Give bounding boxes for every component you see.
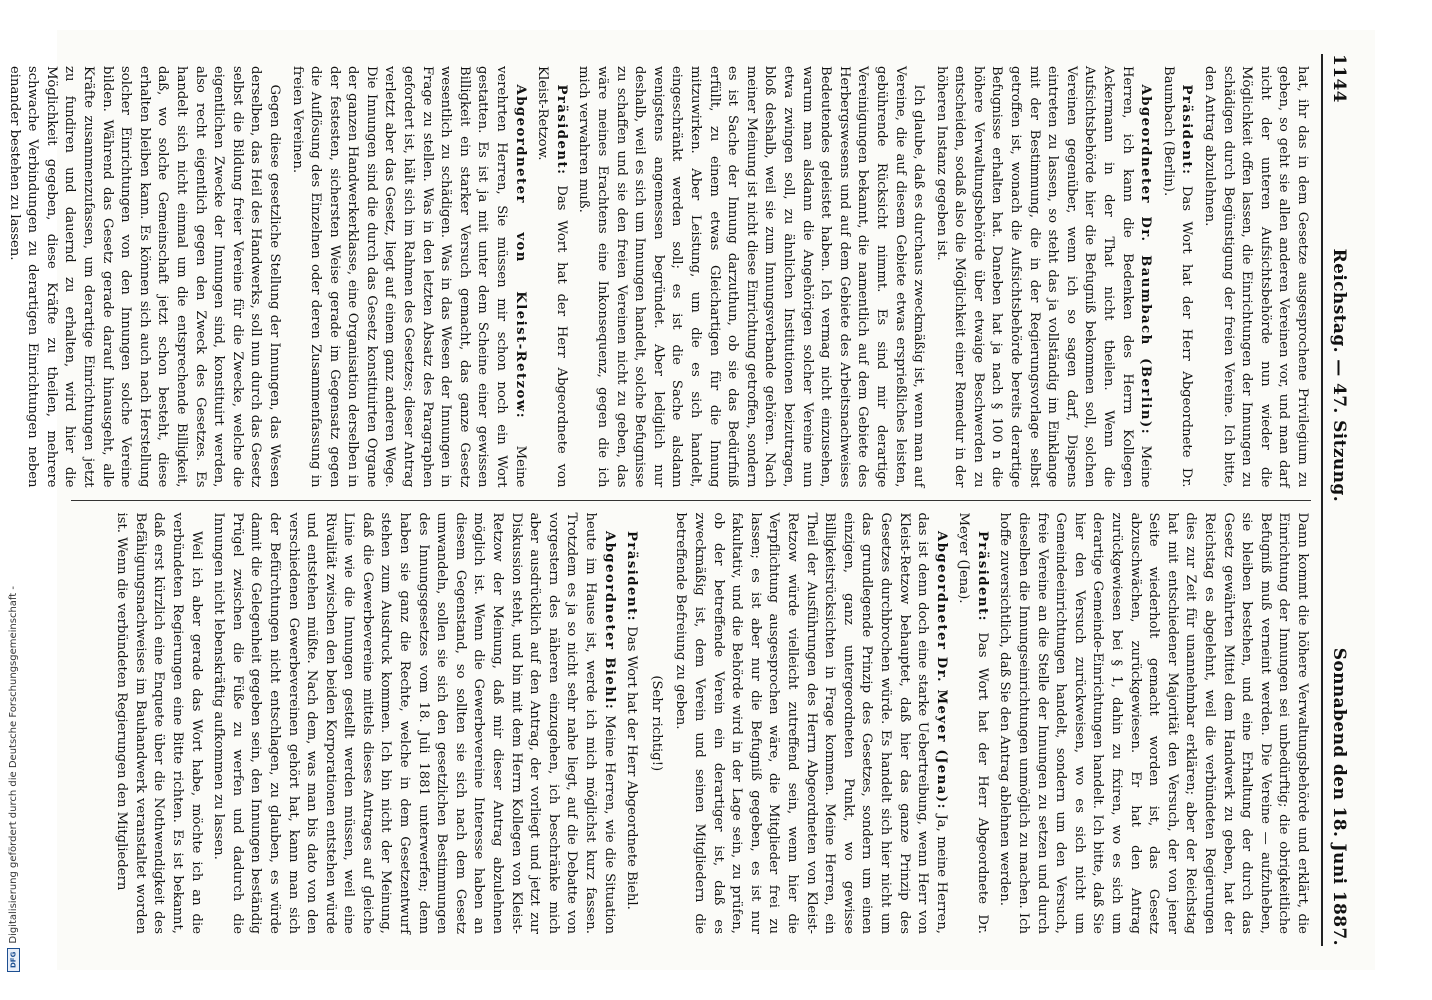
session-date: Sonnabend den 18. Juni 1887.	[1329, 647, 1349, 946]
speaker-name: Abgeordneter von Kleist-Retzow:	[512, 84, 528, 420]
page-number: 1144	[1329, 54, 1349, 103]
watermark-text: Digitalisierung gefördert durch die Deutsche Forschungsgemeinschaft -	[7, 586, 19, 944]
paragraph	[671, 513, 950, 935]
speech-text: Das Wort hat der Herr Abgeordnete Dr. Meyer (Jena).	[956, 512, 990, 934]
column-right	[71, 500, 1311, 947]
speech-text: Ja, meine Herren, das ist denn doch eine starke Uebertreibung, wenn Herr von Kleist-Retzow behauptet, daß hier das ganze Prinzip des Gesetzes durchbrochen würde. Es handelt sich hier nicht um das grundlegende Prinzip des Gesetzes, sondern um einen einzigen, ganz untergeordneten Punkt, wo gewisse Billigkeitsrücksichten in Frage kommen. Meine Herren, ein Theil der Ausführungen des Herrn Abgeordneten von Kleist-Retzow würde vielleicht zutreffend sein, wenn hier die Verpflichtung ausgesprochen wäre, die Mitglieder frei zu lassen; es ist aber nur die Befugniß gegeben, es ist nur fakultativ, und die Behörde wird in der Lage sein, zu prüfen, ob der betreffende Verein ein derartiger ist, daß es zweckmäßig ist, dem Verein und seinen Mitgliedern die betreffende Befreiung zu geben.	[673, 512, 949, 935]
speaker-name: Präsident:	[624, 530, 640, 622]
speech-text: Das Wort hat der Herr Abgeordnete Dr. Baumbach (Berlin).	[1160, 66, 1195, 488]
speaker-name: Präsident:	[1179, 84, 1195, 176]
speech-text: Meine verehrten Herren, Sie müssen mir schon noch ein Wort gestatten. Es ist ja mit unter dem Scheine einer gewissen Billigkeit ein starker Versuch gemacht, das ganze Gesetz wesentlich zu schädigen. Was in das Wesen der Innungen in Frage zu stellen. Was in den letzten Absatz des Paragraphen gefordert ist, hält sich im Rahmen des Gesetzes; dieser Antrag verletzt aber das Gesetz, liegt auf einem ganz anderen Wege. Die Innungen sind die durch das Gesetz konstituirten Organe der ganzen Handwerkerklasse, eine Organisation derselben in der festesten, sichersten Weise gerade im Gegensatz gegen die Auflösung des Einzelnen oder deren Zusammenfassung in freien Vereinen.	[289, 66, 528, 488]
page-header	[1321, 54, 1349, 946]
interjection: (Sehr richtig!)	[648, 675, 664, 772]
paragraph: Ich glaube, daß es durchaus zweckmäßig ist, wenn man auf Vereine, die auf diesem Gebiete etwas ersprießliches leisten, gebührende Rücksicht nimmt. Es sind mir derartige Vereinigungen bekannt, die namentlich auf dem Gebiete des Herbergswesens und auf dem Gebiete des Arbeitsnachweises Bedeutendes geleistet haben. Ich vermag nicht einzusehen, warum man alsdann die Angehörigen solcher Vereine nun etwa zwingen soll, zu ähnlichen Institutionen beizutragen, bloß deshalb, weil sie zum Innungsverbande gehören. Nach meiner Meinung ist nicht diese Einrichtung getroffen, sondern es ist Sache der Innung darzuthun, ob sie das Bedürfniß erfüllt, zu einem etwas Gleichartigen für die Innung mitzuwirken. Aber Leistung, um die es sich handelt, eingeschränkt werden soll; es ist die Sache alsdann wenigstens angemessen begründet. Aber lediglich nur deshalb, weil es sich um Innungen handelt, solche Befugnisse zu schaffen und sie den freien Vereinen nicht zu geben, das wäre meines Erachtens eine Inkonsequenz, gegen die ich mich verwahren muß.	[576, 66, 927, 488]
digitization-watermark	[6, 586, 20, 986]
paragraph: hat, ihr das in dem Gesetze ausgesprochene Privilegium zu geben, so geht sie allen anderen Vereinen vor, und man darf nicht der unteren Aufsichtsbehörde nun wieder die Möglichkeit offen lassen, die Einrichtungen der Innungen zu schädigen durch Begünstigung der freien Vereine. Ich bitte, den Antrag abzulehnen.	[1202, 66, 1310, 488]
speech-text: Das Wort hat der Herr Abgeordnete von Kleist-Retzow.	[535, 66, 569, 488]
speaker-name: Abgeordneter Dr. Baumbach (Berlin):	[1138, 84, 1154, 436]
paragraph: Gegen diese gesetzliche Stellung der Innungen, das Wesen derselben, das Heil des Handwerks, soll nun durch das Gesetz selbst die Bildung freier Vereine für die Zwecke, welche die eigentlichen Zwecke der Innungen sind, konstituirt werden, also recht eigentlich gegen den Zweck des Gesetzes. Es handelt sich nicht einmal um die entsprechende Billigkeit, daß, wo solche Gemeinschaft jetzt schon besteht, diese erhalten bleiben kann. Es können sich auch nach Herstellung solcher Einrichtungen von den Innungen solche Vereine bilden. Während das Gesetz gerade darauf hinausgeht, alle Kräfte zusammenzufassen, um derartige Einrichtungen jetzt zu fundiren und dauernd zu erhalten, wird hier die Möglichkeit gegeben, diese Kräfte zu theilen, mehrere schwache Verbindungen zu derartigen Einrichtungen neben einander bestehen zu lassen.	[6, 66, 282, 488]
page-title: Reichstag. — 47. Sitzung.	[1329, 248, 1349, 503]
paragraph	[209, 513, 618, 935]
speaker-name: Präsident:	[974, 530, 990, 622]
paragraph: Weil ich aber gerade das Wort habe, möchte ich an die verbündeten Regierungen eine Bitte richten. Es ist bekannt, daß erst kürzlich eine Enquete über die Nothwendigkeit des Befähigungsnachweises im Bauhandwerk veranstaltet worden ist. Wenn die verbündeten Regierungen den Mitgliedern	[114, 512, 204, 934]
paragraph	[533, 66, 570, 488]
speech-text: Das Wort hat der Herr Abgeordnete Biehl.	[624, 626, 640, 910]
speaker-name: Abgeordneter Dr. Meyer (Jena):	[933, 530, 949, 810]
speaker-name: Präsident:	[553, 84, 569, 176]
speaker-name: Abgeordneter Biehl:	[601, 530, 617, 711]
paragraph	[287, 66, 529, 488]
paragraph	[1158, 66, 1195, 488]
column-left	[6, 54, 1311, 500]
paragraph: Dann kommt die höhere Verwaltungsbehörde und erklärt, die Einrichtung der Innungen sei unbedürftig; die obrigkeitliche Befugniß muß verneint werden. Die Vereine — aufzuheben, sie bleiben bestehen, und eine Erhaltung der durch das Gesetz gewährten Mittel dem Handwerk zu geben, hat der Reichstag es abgelehnt, weil die verbündeten Regierungen dies zur Zeit für unannehmbar erklären; aber der Reichstag hat mit entschiedener Majorität den Versuch, der von jener Seite wiederholt gemacht worden ist, das Gesetz abzuschwächen, zurückgewiesen. Er hat den Antrag zurückgewiesen bei § 1, dahin zu fixiren, wo es sich um derartige Gemeinde-Einrichtungen handelt. Ich bitte, daß Sie hier den Versuch zurückweisen, wo es sich nicht um Gemeindeeinrichtungen handelt, sondern um den Versuch, freie Vereine an die Stelle der Innungen zu setzen und durch dieselben die Innungseinrichtungen unmöglich zu machen. Ich hoffe zuversichtlich, daß Sie den Antrag ablehnen werden.	[997, 512, 1310, 934]
paragraph	[931, 66, 1154, 488]
speech-text: Meine Herren, ich kann die Bedenken des Herrn Kollegen Ackermann in der That nicht theilen. Wenn die Aufsichtsbehörde hier die Befugniß bekommen soll, solchen Vereinen gegenüber, wenn ich so sagen darf, Dispens eintreten zu lassen, so steht das ja vollständig im Einklange mit der Bestimmung, die in der Regierungsvorlage selbst getroffen ist, wonach die Aufsichtsbehörde bereits derartige Befugnisse erhalten hat. Daneben hat ja nach § 100 n die höhere Verwaltungsbehörde über etwaige Beschwerden zu entscheiden, sodaß also die Möglichkeit einer Remedur in der höheren Instanz gegeben ist.	[933, 66, 1154, 488]
paragraph	[622, 513, 641, 935]
dfg-logo: DFG	[7, 948, 20, 972]
paragraph	[954, 513, 991, 935]
speech-text: Meine Herren, wie die Situation heute im Hause ist, werde ich mich möglichst kurz fassen. Trotzdem es ja so nicht sehr nahe liegt, auf die Debatte von vorgestern des näheren einzugehen, ich beschränke mich aber ausdrücklich auf den Antrag, der vorliegt und jetzt zur Diskussion steht, und bin mit dem Herrn Kollegen von Kleist-Retzow der Meinung, daß mir dieser Antrag abzulehnen möglich ist. Wenn die Gewerbevereine Interesse haben an diesem Gegenstand, so sollten sie sich nach dem Gesetz umwandeln, sollen sie sich den gesetzlichen Bestimmungen des Innungsgesetzes vom 18. Juli 1881 unterwerfen; denn haben sie ganz die Rechte, welche in dem Gesetzentwurf stehen zum Ausdruck kommen. Ich bin nicht der Meinung, daß die Gewerbevereine mittels dieses Antrages auf gleiche Linie wie die Innungen gestellt werden müssen, weil eine Rivalität zwischen den beiden Korporationen entstehen würde und entstehen müßte. Nach dem, was man bis dato von den verschiedenen Gewerbevereinen gehört hat, kann man sich der Befürchtungen nicht entschlagen, zu glauben, es würde damit die Gelegenheit gegeben sein, den Innungen beständig Prügel zwischen die Füße zu werfen und dadurch die Innungen nicht lebenskräftig aufkommen zu lassen.	[211, 512, 617, 934]
